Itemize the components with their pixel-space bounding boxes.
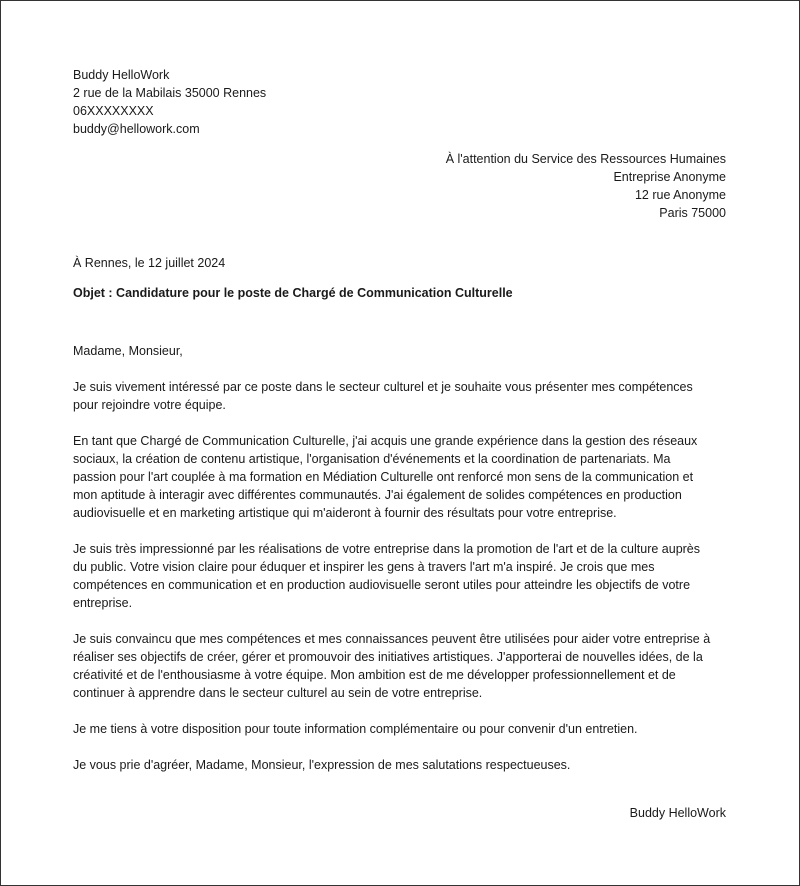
text-line: réaliser ses objectifs de créer, gérer et promouvoir des initiatives artistiques. J'apporterai de nouvelles idées, de la (73, 650, 703, 664)
paragraph-company (73, 540, 733, 612)
recipient-block (446, 150, 726, 222)
subject-line: Objet : Candidature pour le poste de Chargé de Communication Culturelle (73, 286, 513, 300)
text-line: Je suis convaincu que mes compétences et mes connaissances peuvent être utilisées pour aider votre entreprise à (73, 632, 711, 646)
text-line: compétences en communication et en production audiovisuelle seront utiles pour atteindre les objectifs de votre (73, 578, 691, 592)
paragraph-intro (73, 378, 733, 414)
text-line: pour rejoindre votre équipe. (73, 398, 226, 412)
letter-body (73, 342, 733, 792)
text-line: En tant que Chargé de Communication Culturelle, j'ai acquis une grande expérience dans la gestion des réseaux (73, 434, 698, 448)
text-line: créativité et de l'enthousiasme à votre équipe. Mon ambition est de me développer professionnellement et de (73, 668, 676, 682)
text-line: Je suis très impressionné par les réalisations de votre entreprise dans la promotion de l'art et de la culture auprès (73, 542, 701, 556)
salutation: Madame, Monsieur, (73, 344, 183, 358)
text-line: Je me tiens à votre disposition pour toute information complémentaire ou pour convenir d'un entretien. (73, 722, 638, 736)
sender-phone: 06XXXXXXXX (73, 104, 154, 118)
sender-name: Buddy HelloWork (73, 68, 170, 82)
paragraph-experience (73, 432, 733, 522)
text-line: mon aptitude à interagir avec différentes communautés. J'ai également de solides compétences en production (73, 488, 682, 502)
text-line: audiovisuelle et en marketing artistique qui m'aideront à fournir des résultats pour votre entreprise. (73, 506, 617, 520)
text-line: continuer à apprendre dans le secteur culturel au sein de votre entreprise. (73, 686, 483, 700)
recipient-company: Entreprise Anonyme (613, 170, 726, 184)
text-line: du public. Votre vision claire pour éduquer et inspirer les gens à travers l'art m'a inspiré. Je crois que mes (73, 560, 655, 574)
paragraph-motivation (73, 630, 733, 702)
recipient-attention: À l'attention du Service des Ressources Humaines (445, 152, 726, 166)
sender-email: buddy@hellowork.com (73, 122, 200, 136)
date-line: À Rennes, le 12 juillet 2024 (73, 256, 226, 270)
recipient-street: 12 rue Anonyme (634, 188, 726, 202)
text-line: passion pour l'art couplée à ma formation en Médiation Culturelle ont renforcé mon sens de la communication et (73, 470, 694, 484)
paragraph-closing (73, 756, 733, 774)
paragraph-availability (73, 720, 733, 738)
sender-block (73, 66, 266, 138)
recipient-city: Paris 75000 (659, 206, 726, 220)
text-line: Je vous prie d'agréer, Madame, Monsieur, l'expression de mes salutations respectueuses. (73, 758, 571, 772)
text-line: entreprise. (73, 596, 133, 610)
sender-address: 2 rue de la Mabilais 35000 Rennes (73, 86, 267, 100)
text-line: sociaux, la création de contenu artistique, l'organisation d'événements et la coordination de partenariats. Ma (73, 452, 671, 466)
signature: Buddy HelloWork (629, 806, 726, 820)
text-line: Je suis vivement intéressé par ce poste dans le secteur culturel et je souhaite vous présenter mes compétences (73, 380, 693, 394)
